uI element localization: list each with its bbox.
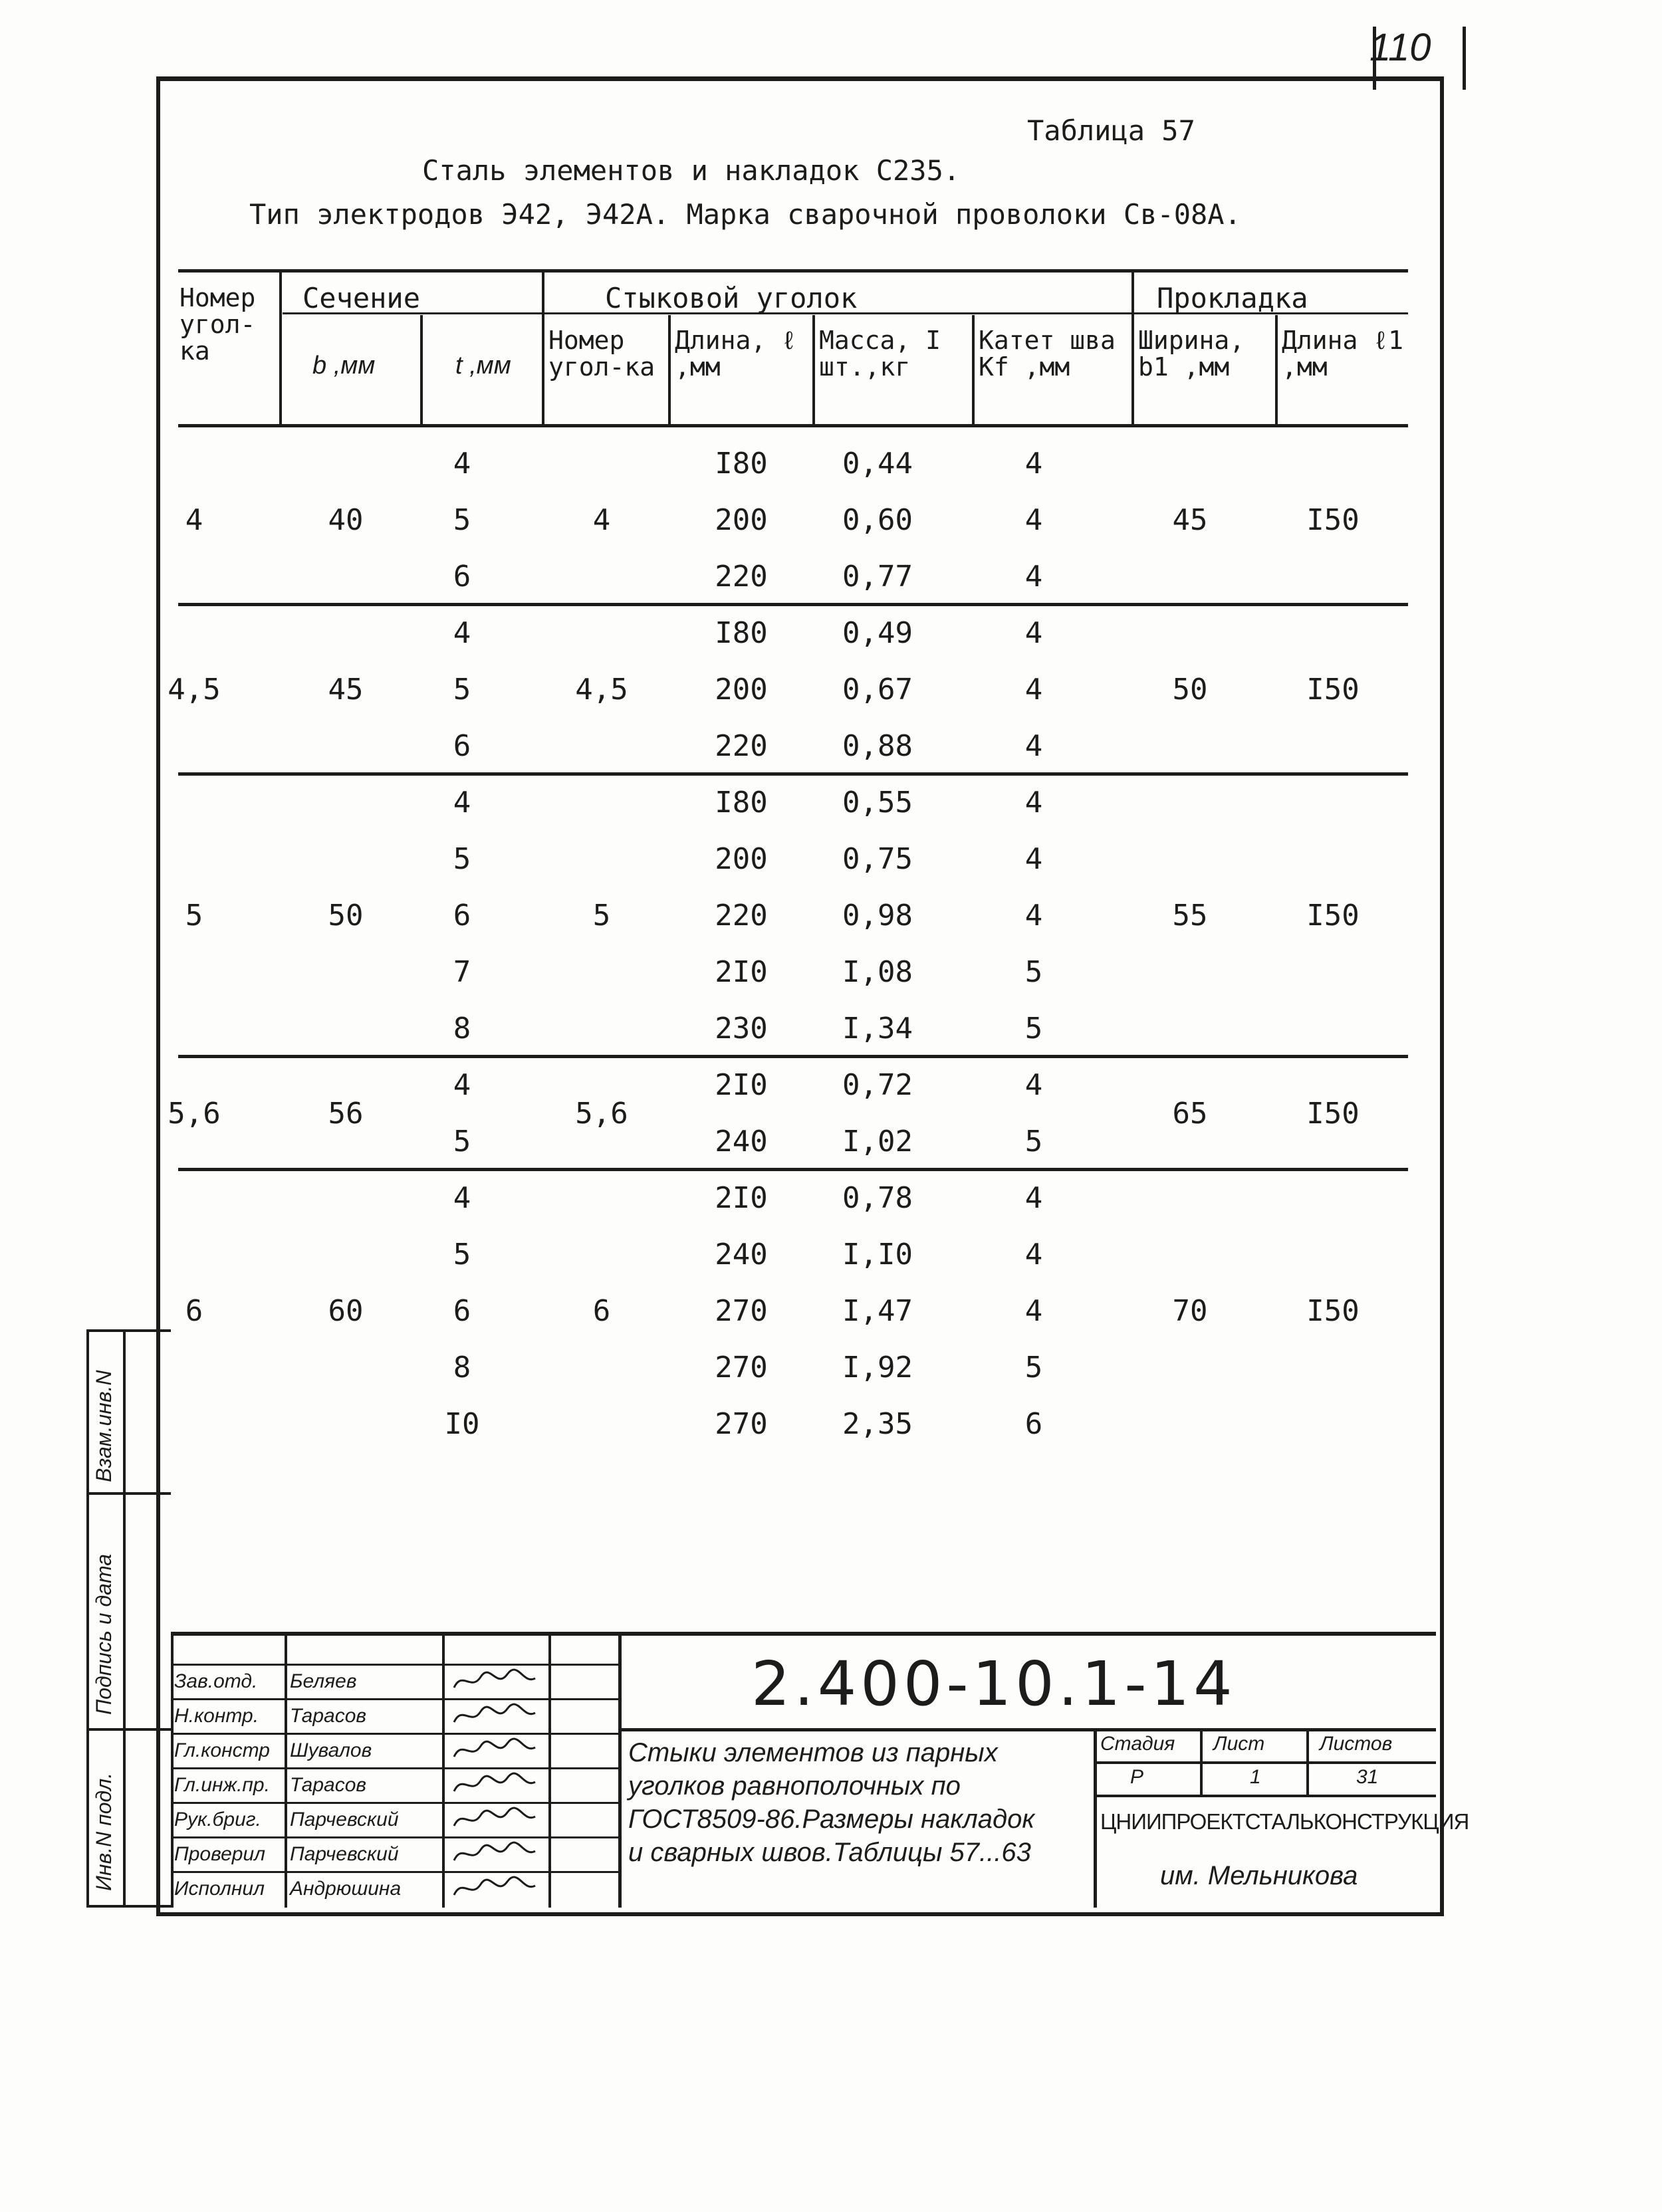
desc-line: и сварных швов.Таблицы 57...63 [628, 1838, 1031, 1867]
sig-role: Рук.бриг. [174, 1809, 261, 1830]
cell-t: 8 [453, 1351, 471, 1384]
sig-name: Парчевский [290, 1843, 399, 1865]
cell-butt-no: 4,5 [575, 673, 628, 707]
hdr-mass: Масса, I шт.,кг [819, 326, 941, 382]
cell-t: 4 [453, 1068, 471, 1102]
sheet-value: 1 [1250, 1766, 1261, 1788]
cell-pad-length: I50 [1306, 899, 1360, 933]
cell-cathet: 4 [1024, 616, 1043, 650]
cell-length: 2I0 [715, 1068, 768, 1102]
cell-t: 5 [453, 503, 471, 537]
cell-length: 270 [715, 1407, 768, 1441]
side-stamp-line [123, 1329, 126, 1908]
hdr-length: Длина, ℓ ,мм [675, 326, 796, 382]
sig-row-rule [171, 1802, 618, 1804]
cell-b: 56 [328, 1096, 364, 1131]
sig-grid-line [285, 1632, 287, 1908]
cell-length: 220 [715, 899, 768, 933]
header-divider [542, 273, 544, 424]
cell-length: I80 [715, 616, 768, 650]
cell-angle-no: 4,5 [168, 673, 221, 707]
signature-mark [449, 1665, 542, 1697]
group-separator [178, 772, 1408, 776]
cell-t: 6 [453, 729, 471, 763]
desc-line: ГОСТ8509-86.Размеры накладок [628, 1805, 1035, 1834]
desc-line: уголков равнополочных по [628, 1771, 961, 1801]
sig-role: Гл.инж.пр. [174, 1774, 270, 1796]
hdr-t: t ,мм [455, 352, 511, 380]
cell-length: 200 [715, 673, 768, 707]
side-label-sign-date: Подпись и дата [92, 1553, 116, 1715]
cell-mass: 0,88 [842, 729, 913, 763]
cell-cathet: 4 [1024, 786, 1043, 820]
cell-length: 270 [715, 1294, 768, 1328]
cell-length: 220 [715, 560, 768, 594]
cell-b: 45 [328, 673, 364, 707]
header-bottom-rule [178, 424, 1408, 427]
cell-mass: I,I0 [842, 1238, 913, 1272]
header-divider [972, 315, 975, 424]
cell-cathet: 4 [1024, 1238, 1043, 1272]
sig-name: Парчевский [290, 1809, 399, 1830]
hdr-pad-width: Ширина, b1 ,мм [1138, 326, 1245, 382]
cell-cathet: 4 [1024, 673, 1043, 707]
table-label: Таблица 57 [1027, 114, 1195, 147]
sig-name: Тарасов [290, 1705, 367, 1727]
cell-cathet: 4 [1024, 503, 1043, 537]
sig-name: Тарасов [290, 1774, 367, 1796]
signature-mark [449, 1803, 542, 1835]
cell-butt-no: 6 [592, 1294, 611, 1328]
tb-divider [622, 1728, 1436, 1731]
signature-mark [449, 1838, 542, 1870]
org-name: ЦНИИПРОЕКТСТАЛЬКОНСТРУКЦИЯ [1100, 1809, 1469, 1834]
cell-b: 50 [328, 899, 364, 933]
hdr-section: Сечение [302, 282, 421, 314]
side-label-vzam: Взам.инв.N [92, 1370, 116, 1482]
cell-pad-width: 65 [1172, 1096, 1208, 1131]
side-stamp-line [86, 1329, 89, 1908]
tb-divider [1094, 1728, 1097, 1908]
hdr-pad: Прокладка [1157, 282, 1308, 314]
cell-t: 6 [453, 1294, 471, 1328]
stage-label: Стадия [1100, 1733, 1175, 1755]
cell-cathet: 4 [1024, 560, 1043, 594]
sig-row-rule [171, 1871, 618, 1873]
cell-length: 2I0 [715, 955, 768, 989]
hdr-b: b ,мм [312, 352, 376, 380]
hdr-cathet: Катет шва Kf ,мм [979, 326, 1116, 382]
tb-divider [1097, 1761, 1436, 1764]
cell-mass: 0,98 [842, 899, 913, 933]
cell-cathet: 4 [1024, 729, 1043, 763]
cell-t: 6 [453, 560, 471, 594]
cell-cathet: 4 [1024, 899, 1043, 933]
hdr-pad-length: Длина ℓ1 ,мм [1282, 326, 1403, 382]
sig-row-rule [171, 1733, 618, 1735]
cell-t: 6 [453, 899, 471, 933]
title-line-1: Сталь элементов и накладок С235. [422, 154, 961, 187]
sig-row-rule [171, 1836, 618, 1838]
cell-t: 5 [453, 1238, 471, 1272]
header-divider [279, 273, 282, 424]
cell-cathet: 5 [1024, 1012, 1043, 1046]
sig-name: Беляев [290, 1670, 357, 1692]
group-separator [178, 603, 1408, 606]
sig-role: Зав.отд. [174, 1670, 258, 1692]
group-separator [178, 1055, 1408, 1058]
signature-mark [449, 1769, 542, 1801]
sig-role: Проверил [174, 1843, 266, 1865]
cell-mass: 0,55 [842, 786, 913, 820]
page-number: 110 [1369, 26, 1431, 69]
cell-t: 5 [453, 842, 471, 876]
cell-t: 4 [453, 616, 471, 650]
side-stamp-line [86, 1905, 171, 1908]
sig-row-rule [171, 1664, 618, 1666]
org-sub: им. Мельникова [1160, 1861, 1358, 1890]
sig-role: Гл.констр [174, 1739, 270, 1761]
cell-mass: 0,49 [842, 616, 913, 650]
cell-mass: I,34 [842, 1012, 913, 1046]
cell-mass: 0,67 [842, 673, 913, 707]
header-divider [420, 315, 423, 424]
cell-mass: 0,75 [842, 842, 913, 876]
cell-butt-no: 5 [592, 899, 611, 933]
cell-pad-length: I50 [1306, 1294, 1360, 1328]
cell-t: 4 [453, 1181, 471, 1215]
header-divider [668, 315, 671, 424]
cell-length: 200 [715, 503, 768, 537]
cell-t: 4 [453, 786, 471, 820]
sig-role: Исполнил [174, 1878, 265, 1900]
side-stamp-line [86, 1492, 171, 1495]
cell-t: 7 [453, 955, 471, 989]
sig-row-rule [171, 1698, 618, 1700]
sig-grid-line [548, 1632, 551, 1908]
cell-b: 40 [328, 503, 364, 537]
doc-code: 2.400-10.1-14 [751, 1648, 1237, 1719]
title-block-top-rule [171, 1632, 1436, 1636]
cell-angle-no: 5 [185, 899, 203, 933]
cell-mass: 0,44 [842, 447, 913, 481]
sig-row-rule [171, 1767, 618, 1769]
cell-pad-length: I50 [1306, 503, 1360, 537]
cell-mass: 0,72 [842, 1068, 913, 1102]
side-label-inv: Инв.N подл. [92, 1772, 116, 1891]
sig-grid-line [171, 1632, 174, 1908]
cell-t: 5 [453, 1125, 471, 1159]
sig-name: Шувалов [290, 1739, 372, 1761]
header-divider [1275, 315, 1278, 424]
table-top-rule [178, 269, 1408, 273]
cell-t: 5 [453, 673, 471, 707]
title-line-2: Тип электродов Э42, Э42А. Марка сварочной проволоки Св-08А. [249, 198, 1241, 231]
cell-cathet: 5 [1024, 1125, 1043, 1159]
cell-pad-width: 70 [1172, 1294, 1208, 1328]
sheets-label: Листов [1320, 1733, 1393, 1755]
cell-butt-no: 4 [592, 503, 611, 537]
cell-mass: 0,60 [842, 503, 913, 537]
cell-length: I80 [715, 786, 768, 820]
cell-cathet: 4 [1024, 1294, 1043, 1328]
group-separator [178, 1168, 1408, 1171]
cell-cathet: 4 [1024, 1068, 1043, 1102]
cell-t: 4 [453, 447, 471, 481]
cell-pad-width: 45 [1172, 503, 1208, 537]
side-stamp-line [86, 1329, 171, 1332]
cell-length: 220 [715, 729, 768, 763]
doc-description [628, 1736, 1034, 1869]
cell-length: I80 [715, 447, 768, 481]
cell-mass: I,92 [842, 1351, 913, 1384]
hdr-angle-no: Номер угол-ка [179, 283, 256, 366]
cell-length: 2I0 [715, 1181, 768, 1215]
header-divider [812, 315, 815, 424]
signature-mark [449, 1734, 542, 1766]
cell-butt-no: 5,6 [575, 1096, 628, 1131]
cell-cathet: 6 [1024, 1407, 1043, 1441]
signature-mark [449, 1700, 542, 1731]
signature-mark [449, 1872, 542, 1904]
cell-length: 240 [715, 1238, 768, 1272]
cell-mass: I,02 [842, 1125, 913, 1159]
cell-t: 8 [453, 1012, 471, 1046]
cell-length: 270 [715, 1351, 768, 1384]
sig-grid-line [442, 1632, 445, 1908]
cell-t: I0 [444, 1407, 480, 1441]
cell-mass: I,08 [842, 955, 913, 989]
sheets-value: 31 [1356, 1766, 1379, 1788]
desc-line: Стыки элементов из парных [628, 1738, 998, 1767]
cell-length: 200 [715, 842, 768, 876]
cell-angle-no: 6 [185, 1294, 203, 1328]
cell-b: 60 [328, 1294, 364, 1328]
hdr-butt-no: Номер угол-ка [548, 326, 655, 382]
cell-mass: I,47 [842, 1294, 913, 1328]
tb-divider [1200, 1728, 1203, 1795]
cell-pad-width: 50 [1172, 673, 1208, 707]
cell-mass: 0,77 [842, 560, 913, 594]
cell-pad-length: I50 [1306, 1096, 1360, 1131]
cell-length: 230 [715, 1012, 768, 1046]
side-stamp-line [86, 1728, 171, 1731]
tb-divider [1306, 1728, 1309, 1795]
tb-divider [618, 1632, 622, 1908]
cell-angle-no: 5,6 [168, 1096, 221, 1131]
cell-length: 240 [715, 1125, 768, 1159]
cell-angle-no: 4 [185, 503, 203, 537]
cell-cathet: 5 [1024, 1351, 1043, 1384]
header-divider [1131, 273, 1134, 424]
stage-value: Р [1130, 1766, 1144, 1788]
cell-cathet: 5 [1024, 955, 1043, 989]
sheet-label: Лист [1213, 1733, 1265, 1755]
cell-mass: 0,78 [842, 1181, 913, 1215]
sig-name: Андрюшина [290, 1878, 402, 1900]
cell-cathet: 4 [1024, 447, 1043, 481]
cell-mass: 2,35 [842, 1407, 913, 1441]
cell-pad-length: I50 [1306, 673, 1360, 707]
sig-role: Н.контр. [174, 1705, 259, 1727]
cell-cathet: 4 [1024, 1181, 1043, 1215]
hdr-butt-angle: Стыковой уголок [605, 282, 858, 314]
cell-pad-width: 55 [1172, 899, 1208, 933]
tb-divider [1097, 1795, 1436, 1797]
cell-cathet: 4 [1024, 842, 1043, 876]
